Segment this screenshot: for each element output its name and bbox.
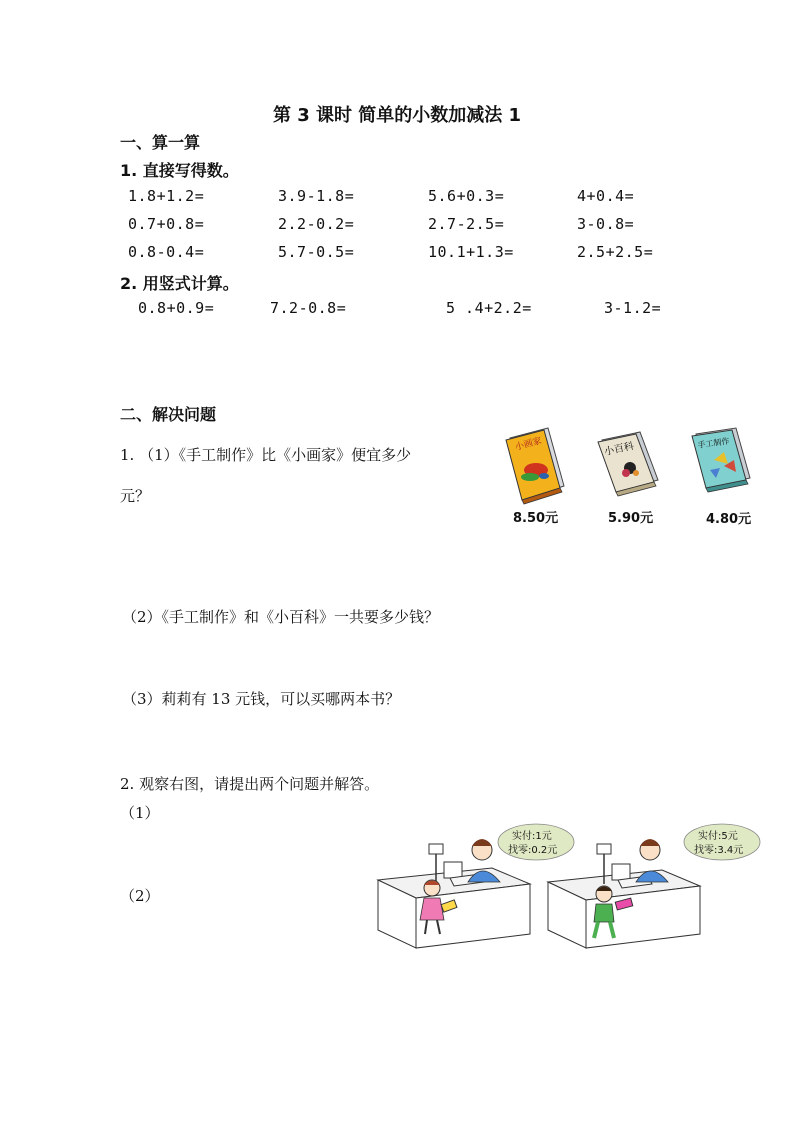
book-cover-title: 小画家 [514, 436, 543, 453]
equation: 4+0.4= [577, 187, 635, 205]
vertical-calc-item: 7.2-0.8= [270, 299, 347, 317]
equation: 1.8+1.2= [128, 187, 205, 205]
section-2-heading: 二、解决问题 [120, 405, 217, 424]
book-price: 4.80元 [706, 512, 752, 527]
shop-scenes-illustration [372, 820, 772, 955]
section-1-heading: 一、算一算 [120, 133, 201, 152]
equation: 2.5+2.5= [577, 243, 654, 261]
equation: 2.7-2.5= [428, 215, 505, 233]
equation: 0.8-0.4= [128, 243, 205, 261]
vertical-calc-item: 3-1.2= [604, 299, 662, 317]
equation: 3-0.8= [577, 215, 635, 233]
question-1-sub-2: （2）《手工制作》和《小百科》一共要多少钱？ [122, 608, 440, 626]
book-price: 5.90元 [608, 511, 654, 526]
question-1-line-1: 1. （1）《手工制作》比《小画家》便宜多少 [120, 446, 412, 464]
paid-label: 实付:5元 [698, 831, 738, 842]
vertical-calc-item: 5 .4+2.2= [446, 299, 532, 317]
paid-label: 实付:1元 [512, 831, 552, 842]
question-2-item-2: （2） [120, 887, 160, 905]
equation: 0.7+0.8= [128, 215, 205, 233]
part-1-label: 1. 直接写得数。 [120, 161, 239, 180]
page-title: 第 3 课时 简单的小数加减法 1 [272, 105, 522, 126]
book-cover-title: 手工制作 [697, 436, 730, 450]
question-2-item-1: （1） [120, 804, 160, 822]
part-2-label: 2. 用竖式计算。 [120, 274, 239, 293]
book-shougongzhizuo [692, 428, 750, 492]
shop-scene-2 [548, 824, 760, 948]
equation: 2.2-0.2= [278, 215, 355, 233]
change-label: 找零:3.4元 [694, 845, 744, 856]
equation: 5.6+0.3= [428, 187, 505, 205]
book-price: 8.50元 [513, 511, 559, 526]
question-2-line-1: 2. 观察右图，请提出两个问题并解答。 [120, 775, 380, 793]
book-xiaobaike [598, 432, 658, 496]
question-1-line-2: 元？ [120, 487, 151, 505]
vertical-calc-item: 0.8+0.9= [138, 299, 215, 317]
equation: 3.9-1.8= [278, 187, 355, 205]
shop-scene-1 [378, 824, 574, 948]
change-label: 找零:0.2元 [508, 845, 558, 856]
equation: 10.1+1.3= [428, 243, 514, 261]
equation: 5.7-0.5= [278, 243, 355, 261]
book-xiaohuajia [506, 428, 564, 504]
book-cover-title: 小百科 [603, 440, 635, 458]
question-1-sub-3: （3）莉莉有 13 元钱，可以买哪两本书？ [122, 690, 401, 708]
